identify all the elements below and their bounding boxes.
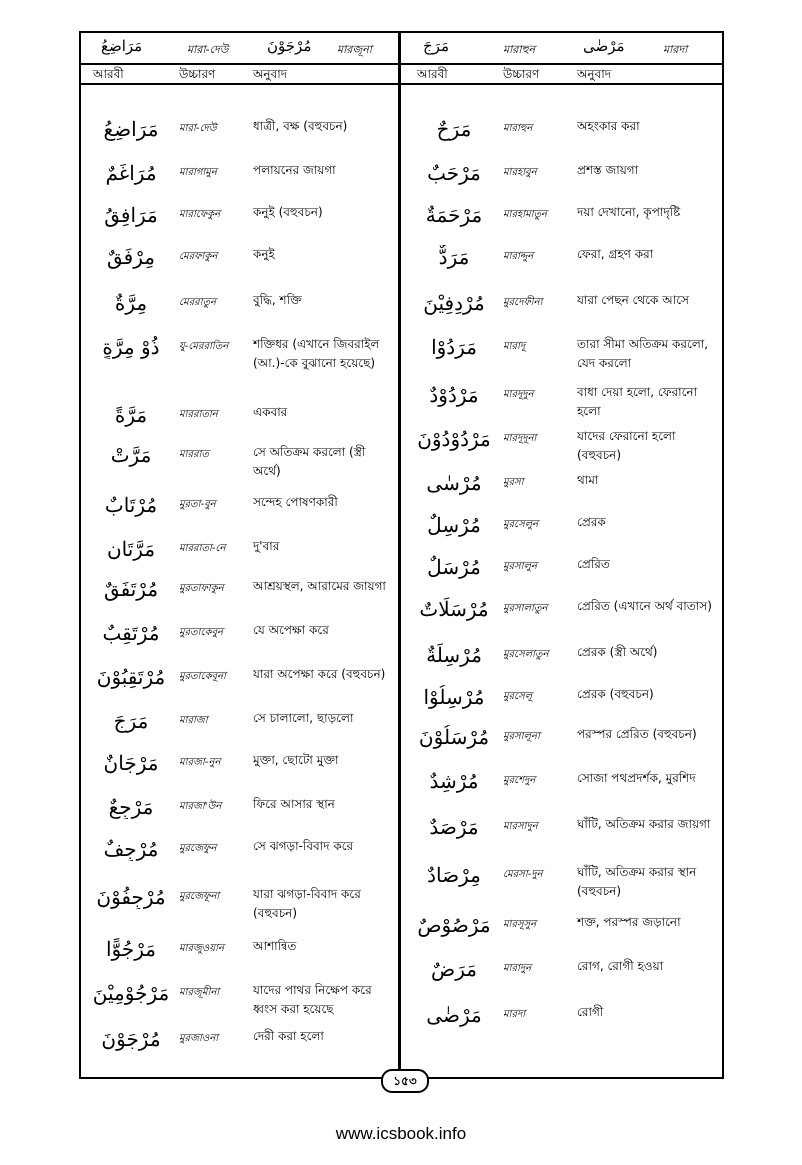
entry-arabic-word: مُرْدِفِيْنَ — [423, 291, 485, 315]
entry-arabic-word: مُرْتَقِبٌ — [102, 621, 160, 645]
dictionary-page-frame — [79, 31, 724, 1088]
entry-arabic-word: مَرَجَ — [113, 709, 149, 733]
entry-meaning: সে ঝগড়া-বিবাদ করে — [253, 839, 354, 853]
entry-arabic-word: مُرْتَابٌ — [104, 493, 158, 517]
column-header-meaning: অনুবাদ — [253, 67, 288, 81]
entry-arabic-word: مُرْسِلُوْا — [423, 685, 485, 709]
entry-meaning: সে অতিক্রম করলো (স্ত্রী অর্থে) — [253, 445, 366, 478]
column-header-arabic: আরবী — [417, 67, 448, 81]
entry-pronunciation: মুরজেফুন — [179, 843, 217, 854]
entry-pronunciation: মারসাদুন — [503, 821, 538, 832]
entry-arabic-word: مُرْسِلٌ — [427, 513, 481, 537]
entry-pronunciation: মুরদেফীনা — [503, 297, 543, 308]
entry-meaning: প্রশস্ত জায়গা — [577, 163, 639, 177]
column-headers-right — [401, 65, 722, 85]
entry-pronunciation: মারদা — [503, 1009, 526, 1020]
entry-meaning: শক্ত, পরস্পর জড়ানো — [577, 915, 681, 929]
entry-pronunciation: মাররাতান — [179, 409, 218, 420]
entry-meaning: যাদের পাথর নিক্ষেপ করে ধ্বংস করা হয়েছে — [253, 983, 372, 1016]
entry-arabic-word: مَرْصُوْصٌ — [417, 913, 491, 937]
entry-pronunciation: মারাফেকুন — [179, 209, 221, 220]
entry-meaning: সন্দেহ পোষণকারী — [253, 495, 338, 509]
entry-pronunciation: মেরসা-দুন — [503, 869, 543, 880]
page-header-left — [81, 33, 398, 65]
entry-pronunciation: মারসূসুন — [503, 919, 537, 930]
entry-arabic-word: مُرْتَفَقٌ — [103, 577, 159, 601]
entry-meaning: যাদের ফেরানো হলো (বহুবচন) — [577, 429, 676, 462]
header-left-pron-start: মারা-দেউ — [187, 43, 229, 56]
entry-arabic-word: مَرْصَدٌ — [429, 815, 479, 839]
entry-meaning: যারা অপেক্ষা করে (বহুবচন) — [253, 667, 386, 681]
entry-arabic-word: مَرْجَانٌ — [103, 751, 159, 775]
entry-arabic-word: مُرْسَلَاتٌ — [419, 597, 489, 621]
header-right-arabic-start: مَرَجَ — [423, 37, 449, 55]
entry-meaning: যে অপেক্ষা করে — [253, 623, 329, 637]
entry-meaning: ফেরা, গ্রহণ করা — [577, 247, 654, 261]
entry-pronunciation: মুরশেদুন — [503, 775, 536, 786]
entry-pronunciation: মারাহুন — [503, 123, 533, 134]
entry-arabic-word: مُرْسَلُوْنَ — [418, 725, 490, 749]
entry-arabic-word: مَرْجُوًّا — [106, 937, 156, 961]
entry-pronunciation: মারা-দেউ — [179, 123, 217, 134]
entry-arabic-word: مَرْدُوْدٌ — [429, 383, 479, 407]
header-left-pron-end: মারজূনা — [337, 43, 372, 56]
page-header-right — [401, 33, 722, 65]
entry-pronunciation: মারজূমীনা — [179, 987, 220, 998]
entry-meaning: তারা সীমা অতিক্রম করলো, যেদ করলো — [577, 337, 709, 370]
entry-meaning: দু'বার — [253, 539, 280, 553]
entry-meaning: যারা ঝগড়া-বিবাদ করে (বহুবচন) — [253, 887, 361, 920]
entry-pronunciation: মারহামাতুন — [503, 209, 548, 220]
entry-pronunciation: যু-মেররাতিন — [179, 341, 229, 352]
entry-pronunciation: মুরসালুন — [503, 561, 537, 572]
entry-pronunciation: মারাদুন — [503, 963, 532, 974]
entry-arabic-word: مَرَّتْ — [110, 443, 152, 467]
entry-arabic-word: مُرْسٰى — [426, 471, 482, 495]
entry-arabic-word: مَرْحَمَةٌ — [425, 203, 483, 227]
entry-meaning: রোগ, রোগী হওয়া — [577, 959, 664, 973]
entry-meaning: প্রেরিত — [577, 557, 610, 571]
entry-arabic-word: مَرْحَبٌ — [427, 161, 481, 185]
entry-meaning: প্রেরক (বহুবচন) — [577, 687, 654, 701]
entry-meaning: কনুই (বহুবচন) — [253, 205, 323, 219]
entry-meaning: থামা — [577, 473, 599, 487]
entry-arabic-word: مِرَّةٌ — [114, 291, 148, 315]
entry-pronunciation: মুরতা-বুন — [179, 499, 216, 510]
entry-meaning: মুক্তা, ছোটো মুক্তা — [253, 753, 339, 767]
entry-meaning: কনুই — [253, 247, 275, 261]
entry-arabic-word: مَرَدٌّ — [438, 245, 470, 269]
entry-arabic-word: مَرَافِقُ — [104, 203, 158, 227]
entry-meaning: দেরী করা হলো — [253, 1029, 324, 1043]
entry-arabic-word: مُرْجَوْنَ — [101, 1027, 161, 1051]
entry-pronunciation: মারজা'উন — [179, 801, 222, 812]
column-header-arabic: আরবী — [93, 67, 124, 81]
column-header-meaning: অনুবাদ — [577, 67, 612, 81]
entry-pronunciation: মারদূদুন — [503, 389, 534, 400]
entry-pronunciation: মারদূদূনা — [503, 433, 537, 444]
entry-arabic-word: مُرْجِفٌ — [103, 837, 159, 861]
entry-pronunciation: মারহাবুন — [503, 167, 537, 178]
entry-pronunciation: মুরসালাতুন — [503, 603, 548, 614]
entry-arabic-word: مَرَّتَانِ — [106, 537, 156, 561]
entry-meaning: পলায়নের জায়গা — [253, 163, 336, 177]
entry-meaning: ঘাঁটি, অতিক্রম করার স্থান (বহুবচন) — [577, 865, 697, 898]
entry-meaning: সে চালালো, ছাড়লো — [253, 711, 354, 725]
entry-meaning: প্রেরিত (এখানে অর্থ বাতাস) — [577, 599, 712, 613]
header-left-arabic-start: مَرَاضِعُ — [101, 37, 143, 55]
column-headers-left — [81, 65, 398, 85]
entry-arabic-word: مَرَدُوْا — [431, 335, 477, 359]
entry-arabic-word: مَرَاضِعُ — [103, 117, 159, 141]
entry-arabic-word: مَرَحٌ — [436, 117, 472, 141]
entry-arabic-word: مَرَّةً — [114, 403, 148, 427]
entry-meaning: যারা পেছন থেকে আসে — [577, 293, 689, 307]
entry-arabic-word: مَرْضٰى — [426, 1003, 482, 1027]
entry-arabic-word: مُرْسَلٌ — [427, 555, 481, 579]
header-left-arabic-end: مُرْجَوْنَ — [267, 37, 312, 55]
entry-pronunciation: মুরসেলাতুন — [503, 649, 549, 660]
entry-pronunciation: মারাজা — [179, 715, 208, 726]
entry-pronunciation: মারাদ্দুন — [503, 251, 534, 262]
entry-arabic-word: ذُوْ مِرَّةٍ — [102, 335, 160, 359]
entry-pronunciation: মুরজাওনা — [179, 1033, 219, 1044]
entry-meaning: আশান্বিত — [253, 939, 297, 953]
entry-meaning: ঘাঁটি, অতিক্রম করার জায়গা — [577, 817, 711, 831]
entry-arabic-word: مُرَاغَمٌ — [105, 161, 157, 185]
entry-meaning: দয়া দেখানো, কৃপাদৃষ্টি — [577, 205, 681, 219]
entry-pronunciation: মারজুওয়ান — [179, 943, 225, 954]
entry-arabic-word: مَرْجُوْمِيْنَ — [92, 981, 170, 1005]
entry-pronunciation: মাররাতা-নে — [179, 543, 226, 554]
entry-pronunciation: মুরতাকেবূনা — [179, 671, 226, 682]
entry-arabic-word: مَرْدُوْدُوْنَ — [417, 427, 491, 451]
entry-pronunciation: মুরসেলুন — [503, 519, 539, 530]
entry-meaning: ধাত্রী, বক্ষ (বহুবচন) — [253, 119, 348, 133]
entry-meaning: একবার — [253, 405, 288, 419]
entry-meaning: সোজা পথপ্রদর্শক, মুরশিদ — [577, 771, 696, 785]
entry-meaning: অহংকার করা — [577, 119, 640, 133]
entry-arabic-word: مَرْجِعٌ — [108, 795, 154, 819]
entry-arabic-word: مُرْسِلَةٌ — [426, 643, 482, 667]
header-right-pron-start: মারাহুন — [503, 43, 536, 56]
entry-meaning: প্রেরক (স্ত্রী অর্থে) — [577, 645, 658, 659]
entry-arabic-word: مُرْتَقِبُوْنَ — [96, 665, 166, 689]
entry-pronunciation: মুরতাকেবুন — [179, 627, 224, 638]
entry-arabic-word: مِرْصَادٌ — [427, 863, 481, 887]
entry-pronunciation: মুরসা — [503, 477, 524, 488]
entry-meaning: রোগী — [577, 1005, 604, 1019]
entries-column-right — [401, 91, 722, 1071]
entry-meaning: শক্তিধর (এখানে জিবরাইল (আ.)-কে বুঝানো হয়েছে) — [253, 337, 380, 370]
header-right-pron-end: মারদা — [663, 43, 688, 56]
entry-meaning: বুদ্ধি, শক্তি — [253, 293, 302, 307]
entry-meaning: আশ্রয়স্থল, আরামের জায়গা — [253, 579, 386, 593]
entry-meaning: বাধা দেয়া হলো, ফেরানো হলো — [577, 385, 698, 418]
column-header-pron: উচ্চারণ — [503, 67, 540, 81]
entry-pronunciation: মুরসালূনা — [503, 731, 540, 742]
entry-pronunciation: মেররাতুন — [179, 297, 216, 308]
footer-url: www.icsbook.info — [335, 1124, 467, 1143]
entry-pronunciation: মারাগামুন — [179, 167, 217, 178]
entry-pronunciation: মুরতাফাকুন — [179, 583, 224, 594]
entry-meaning: প্রেরক — [577, 515, 606, 529]
entry-pronunciation: মেরফাকুন — [179, 251, 218, 262]
entry-meaning: পরস্পর প্রেরিত (বহুবচন) — [577, 727, 697, 741]
entries-column-left — [81, 91, 398, 1071]
entry-pronunciation: মাররাত — [179, 449, 209, 460]
entry-pronunciation: মারাদূ — [503, 341, 526, 352]
page-number: ১৫৩ — [381, 1069, 429, 1093]
entry-pronunciation: মারজা-নুন — [179, 757, 221, 768]
column-header-pron: উচ্চারণ — [179, 67, 216, 81]
entry-pronunciation: মুরসেলূ — [503, 691, 533, 702]
entry-arabic-word: مُرْشِدٌ — [429, 769, 479, 793]
entry-arabic-word: مُرْجِفُوْنَ — [96, 885, 166, 909]
entry-pronunciation: মুরজেফূনা — [179, 891, 220, 902]
entry-arabic-word: مِرْفَقٌ — [107, 245, 155, 269]
header-right-arabic-end: مَرْضٰى — [583, 37, 625, 55]
entry-arabic-word: مَرَضٌ — [431, 957, 477, 981]
entry-meaning: ফিরে আসার স্থান — [253, 797, 335, 811]
